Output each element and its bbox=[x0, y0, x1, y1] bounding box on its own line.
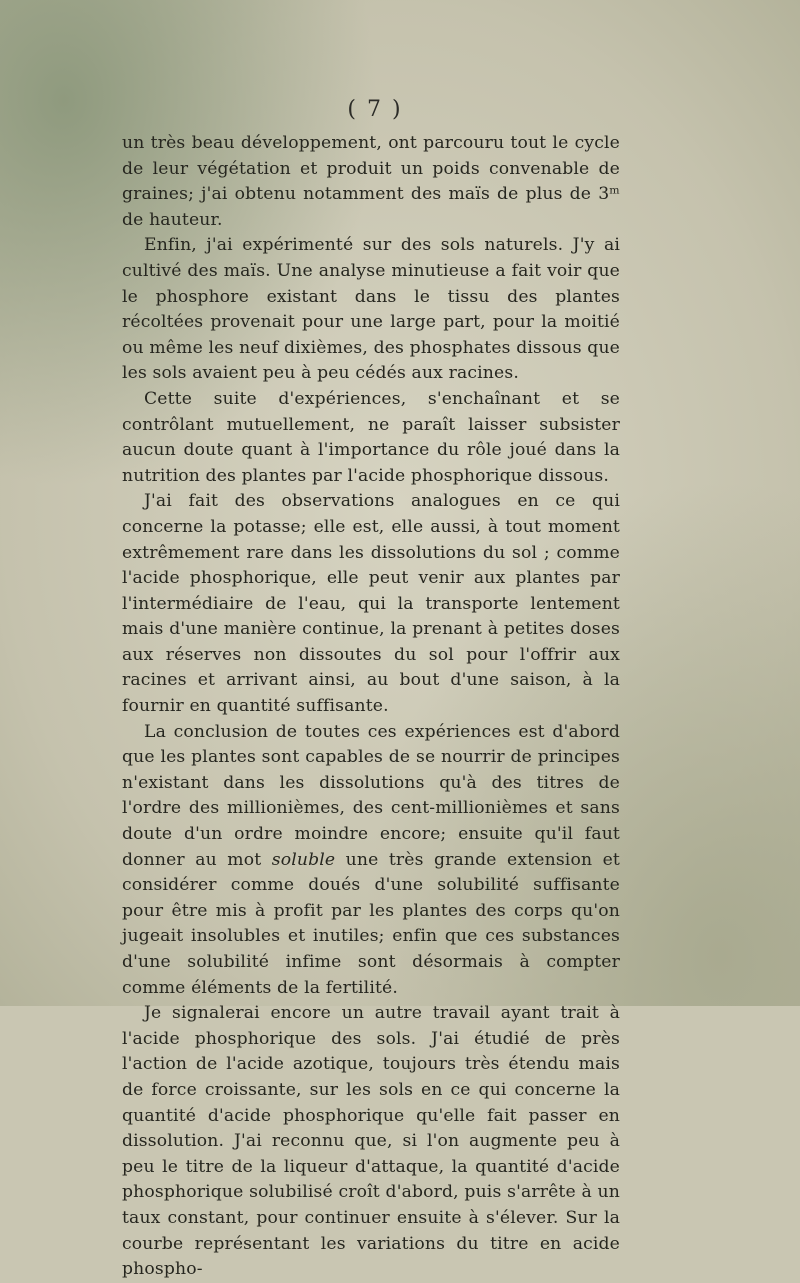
paragraph-6: Je signalerai encore un autre travail ayant trait à l'acide phosphorique des sols. J'ai étudié de près l'action de l'acide azotique, toujours très étendu mais de force croissante, sur les sols en ce qui concerne la quantité d'acide phosphorique qu'elle fait passer en dissolution. J'ai reconnu que, si l'on augmente peu à peu le titre de la liqueur d'attaque, la quantité d'acide phosphorique solubilisé croît d'abord, puis s'arrête à un taux constant, pour continuer ensuite à s'élever. Sur la courbe représentant les variations du titre en acide phospho- bbox=[122, 1003, 620, 1280]
paragraph-3: Cette suite d'expériences, s'enchaînant et se contrôlant mutuellement, ne paraît laisser subsister aucun doute quant à l'importance du rôle joué dans la nutrition des plantes par l'acide phosphorique dissous. bbox=[122, 388, 620, 486]
paragraph-5-text-before: La conclusion de toutes ces expériences est d'abord que les plantes sont capables de se nourrir de principes n'existant dans les dissolutions qu'à des titres de l'ordre des millionièmes, des cent-millionièmes et sans doute d'un ordre moindre encore; ensuite qu'il faut donner au mot bbox=[122, 721, 620, 870]
emphasis-soluble: soluble bbox=[271, 849, 336, 870]
page-number: ( 7 ) bbox=[347, 97, 403, 122]
body-text bbox=[122, 131, 620, 1283]
paragraph-2: Enfin, j'ai expérimenté sur des sols naturels. J'y ai cultivé des maïs. Une analyse minutieuse a fait voir que le phosphore existant dans le tissu des plantes récoltées provenait pour une large part, pour la moitié ou même les neuf dixièmes, des phosphates dissous que les sols avaient peu à peu cédés aux racines. bbox=[122, 235, 620, 384]
paragraph-1: un très beau développement, ont parcouru tout le cycle de leur végétation et produit un poids convenable de graines; j'ai obtenu notamment des maïs de plus de 3ᵐ de hauteur. bbox=[122, 133, 620, 230]
paragraph-5 bbox=[122, 720, 620, 1002]
paragraph-5-text-after: une très grande extension et considérer comme doués d'une solubilité suffisante pour être mis à profit par les plantes des corps qu'on jugeait insolubles et inutiles; enfin que ces substances d'une solubilité infime sont désormais à compter comme éléments de la fertilité. bbox=[122, 849, 620, 998]
paragraph-4: J'ai fait des observations analogues en ce qui concerne la potasse; elle est, elle aussi, à tout moment extrêmement rare dans les dissolutions du sol ; comme l'acide phosphorique, elle peut venir aux plantes par l'intermédiaire de l'eau, qui la transporte lentement mais d'une manière continue, la prenant à petites doses aux réserves non dissoutes du sol pour l'offrir aux racines et arrivant ainsi, au bout d'une saison, à la fournir en quantité suffisante. bbox=[122, 491, 620, 717]
